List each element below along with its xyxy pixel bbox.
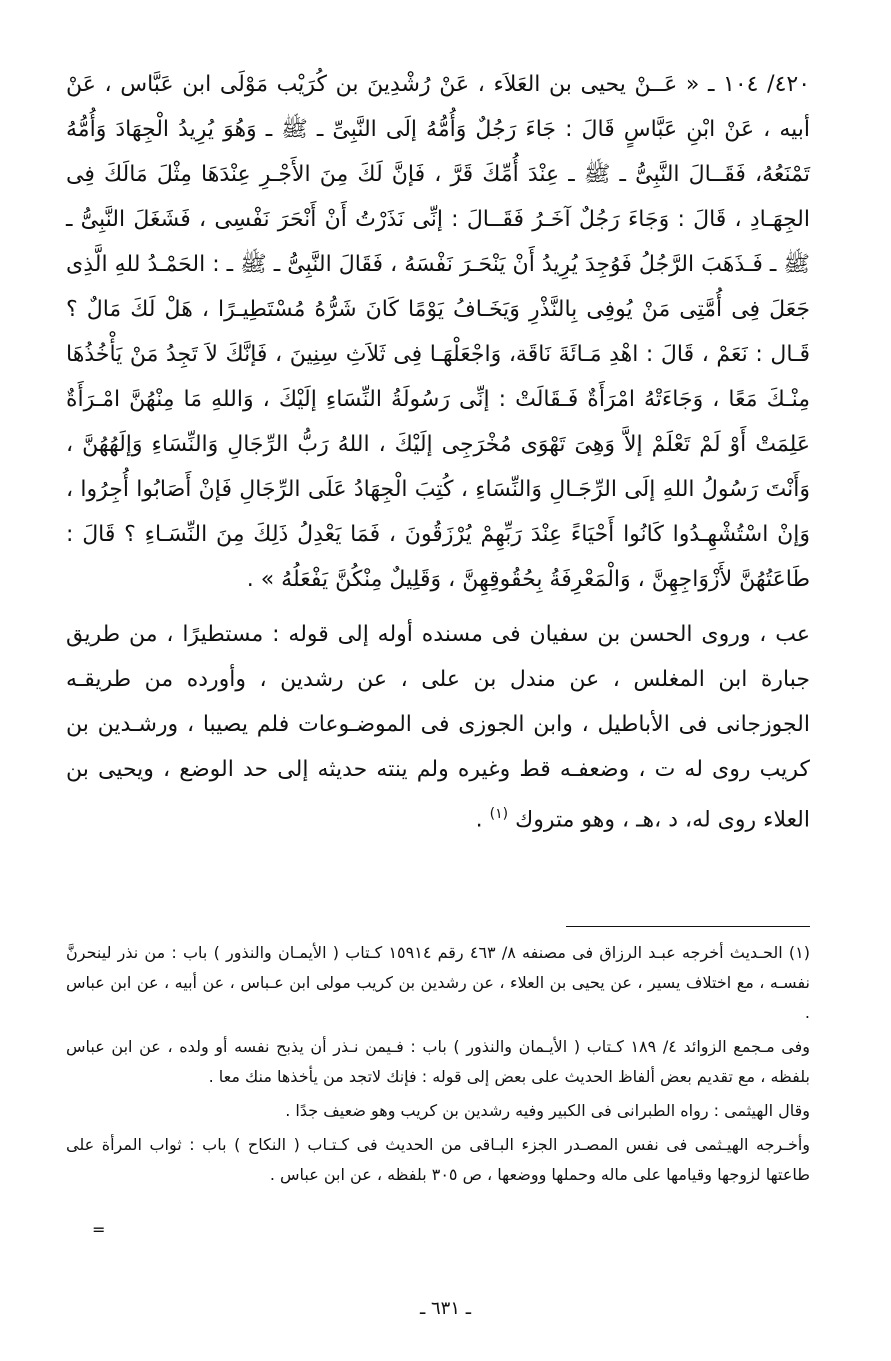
footnote-reference: (١) bbox=[489, 806, 509, 822]
footnote-divider bbox=[566, 926, 810, 927]
footnote-3: وقال الهيثمى : رواه الطبرانى فى الكبير وفيه رشدين بن كريب وهو ضعيف جدًا . bbox=[285, 1101, 810, 1120]
continuation-mark: = bbox=[92, 1220, 106, 1239]
main-text bbox=[66, 62, 810, 842]
commentary-paragraph bbox=[66, 612, 810, 842]
footnotes bbox=[66, 938, 810, 1194]
commentary-text: عب ، وروى الحسن بن سفيان فى مسنده أوله إلى قوله : مستطيرًا ، من طريق جبارة ابن المغلس ، عن مندل بن على ، عن رشدين ، وأورده من طريقـه الجوزجانى فى الأباطيل ، وابن الجوزى فى الموضـوعات فلم يصيبا ، ورشـدين بن كريب روى له ت ، وضعفـه قط وغيره ولم ينته حديثه إلى حد الوضع ، ويحيى بن العلاء روى له، د ،هـ ، وهو متروك bbox=[66, 622, 810, 833]
footnote-2: وفى مـجمع الزوائد ٤/ ١٨٩ كـتاب ( الأيـمان والنذور ) باب : فـيمن نـذر أن يذبح نفسه أو ولده ، عن ابن عباس بلفظه ، مع تقديم بعض ألفاظ الحديث على بعض إلى قوله : فإنك لاتجد من يأخذها منك معا . bbox=[66, 1037, 810, 1086]
footnote-4: وأخـرجه الهيـثمى فى نفس المصـدر الجزء البـاقى من الحديث فى كـتـاب ( النكاح ) باب : ثواب المرأة على طاعتها لزوجها وقيامها على ماله وحملها ووضعها ، ص ٣٠٥ بلفظه ، عن ابن عباس . bbox=[66, 1135, 810, 1184]
page-number: ـ ٦٣١ ـ bbox=[419, 1298, 471, 1319]
commentary-end: . bbox=[475, 807, 490, 833]
footnote-1: (١) الحـديث أخرجه عبـد الرزاق فى مصنفه ٨/ ٤٦٣ رقم ١٥٩١٤ كـتاب ( الأيمـان والنذور ) باب : من نذر لينحرنَّ نفسـه ، مع اختلاف يسير ، عن يحيى بن العلاء ، عن رشدين بن كريب مولى ابن عـباس ، عن أبيه ، عن ابن عباس . bbox=[66, 943, 810, 1022]
hadith-paragraph: ٤٢٠/ ١٠٤ ـ « عَــنْ يحيى بن العَلاَء ، عَنْ رُشْدِينَ بن كُرَيْب مَوْلَى ابن عَبَّاس ، عَنْ أبيه ، عَنْ ابْنِ عَبَّاسٍ قَالَ : جَاءَ رَجُلٌ وَأُمُّهُ إلَى النَّبِىِّ ـ ﷺ ـ وَهُوَ يُرِيدُ الْجِهَادَ وَأُمُّهُ تَمْنَعُهُ، فَقَــالَ النَّبِىُّ ـ ﷺ ـ عِنْدَ أُمِّكَ قَرَّ ، فَإنَّ لَكَ مِنَ الأَجْـرِ عِنْدَهَا مِثْلَ مَالَكَ فِى الجِهَـادِ ، قَالَ : وَجَاءَ رَجُلٌ آخَـرُ فَقَــالَ : إنِّى نَذَرْتُ أَنْ أَنْحَرَ نَفْسِى ، فَشَغَلَ النَّبِىُّ ـ ﷺ ـ فَـذَهَبَ الرَّجُلُ فَوُجِدَ يُرِيدُ أَنْ يَنْحَـرَ نَفْسَهُ ، فَقَالَ النَّبِىُّ ـ ﷺ ـ : الحَمْـدُ للهِ الَّذِى جَعَلَ فِى أُمَّتِى مَنْ يُوفِى بِالنَّذْرِ وَيَخَـافُ يَوْمًا كَانَ شَرُّهُ مُسْتَطِيـرًا ، هَلْ لَكَ مَالٌ ؟ قَـال : نَعَمْ ، قَالَ : اهْدِ مَـائَةَ نَاقَة، وَاجْعَلْهَـا فِى ثَلاَثِ سِنِينَ ، فَإنَّكَ لاَ تَجِدُ مَنْ يَأْخُذُهَا مِنْـكَ مَعًا ، وَجَاءَتْهُ امْرَأَةٌ فَـقَالَتْ : إنِّى رَسُولَةُ النِّسَاءِ إلَيْكَ ، وَاللهِ مَا مِنْهُنَّ امْـرَأَةٌ عَلِمَتْ أَوْ لَمْ تَعْلَمْ إلاَّ وَهِىَ تَهْوَى مُخْرَجِى إلَيْكَ ، اللهُ رَبُّ الرِّجَالِ وَالنِّسَاءِ وَإلَهُهُنَّ ، وَأَنْتَ رَسُولُ اللهِ إلَى الرِّجَـالِ وَالنِّسَاءِ ، كُتِبَ الْجِهَادُ عَلَى الرِّجَالِ فَإنْ أَصَابُوا أُجِرُوا ، وَإنْ اسْتُشْهِـدُوا كَانُوا أَحْيَاءً عِنْدَ رَبِّهِمْ يُرْزَقُونَ ، فَمَا يَعْدِلُ ذَلِكَ مِنَ النِّسَـاءِ ؟ قَالَ : طَاعَتُهُنَّ لأَزْوَاجِهِنَّ ، وَالْمَعْرِفَةُ بِحُقُوقِهِنَّ ، وَقَلِيلٌ مِنْكُنَّ يَفْعَلُهُ » . bbox=[66, 72, 811, 592]
